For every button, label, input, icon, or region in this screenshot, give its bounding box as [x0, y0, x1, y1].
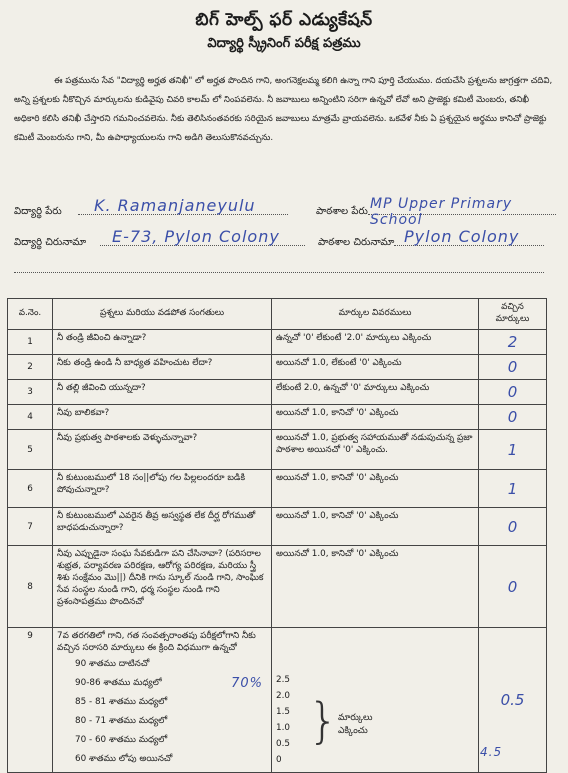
row-score[interactable]: 0	[479, 546, 547, 628]
score-option: 2.0	[276, 691, 290, 701]
page-subtitle: విద్యార్థి స్క్రీనింగ్ పరీక్ష పత్రము	[207, 36, 361, 51]
col-header-number: వ.నెం.	[8, 299, 53, 330]
school-name-label: పాఠశాల పేరు	[316, 206, 368, 217]
row-question: నీకు తండ్రి ఉండి నీ బాధ్యత వహించుట లేదా?	[53, 355, 272, 380]
score-option: 1.0	[276, 723, 290, 733]
table-header-row	[8, 299, 547, 330]
table-row	[8, 546, 547, 628]
row-question: నీ తల్లి జీవించి యున్నదా?	[53, 380, 272, 405]
row-marks-rule: అయినచో 1.0, కానిచో '0' ఎక్కించు	[272, 470, 479, 508]
row-question	[53, 628, 272, 773]
handwritten-percentage: 70%	[231, 676, 263, 691]
range-item: 85 - 81 శాతము మధ్యలో	[75, 697, 168, 707]
score-option: 2.5	[276, 675, 290, 685]
col-header-questions: ప్రశ్నలు మరియు వడపోత సంగతులు	[53, 299, 272, 330]
row-marks-rule: లేకుంటే 2.0, ఉన్నచో '0' మార్కులు ఎక్కించు	[272, 380, 479, 405]
row-marks-rule: అయినచో 1.0, కానిచో '0' ఎక్కించు	[272, 546, 479, 628]
score-option: 0	[276, 755, 282, 765]
row-question: నీవు ఎప్పుడైనా సంఘ సేవకుడిగా పని చేసినావా? (పరిసరాల శుభ్రత, పర్యావరణ పరిరక్షణ, ఆరోగ్య పరిరక్షణ, మరియు స్త్రీ శిశు సంక్షేమం మొ||) దీనికి గాను స్కూల్ నుండి గాని, సాంఘిక సేవ సంస్థల నుండి గాని, ధర్మ సంస్థల నుండి గాని ప్రశంసాపత్రము పొందినచో	[53, 546, 272, 628]
row-number: 4	[8, 405, 53, 430]
range-item: 60 శాతము లోపు అయినచో	[75, 754, 173, 764]
table-row	[8, 330, 547, 355]
table-row	[8, 430, 547, 470]
range-item: 90-86 శాతము మధ్యలో	[75, 678, 162, 688]
total-score: 4.5	[480, 745, 503, 759]
table-row	[8, 380, 547, 405]
row-question: నీవు బాలికవా?	[53, 405, 272, 430]
marks-label: మార్కులు ఎక్కించు	[338, 713, 373, 736]
row-marks-rule: అయినచో 1.0, ప్రభుత్వ సహాయముతో నడుపుచున్న ప్రజా పాఠశాల అయినచో '0' ఎక్కించు.	[272, 430, 479, 470]
school-address-value[interactable]: Pylon Colony	[404, 227, 520, 246]
row-score[interactable]: 1	[479, 430, 547, 470]
table-row	[8, 628, 547, 773]
student-name-value[interactable]: K. Ramanjaneyulu	[94, 196, 256, 215]
score-option: 1.5	[276, 707, 290, 717]
table-row	[8, 355, 547, 380]
score-option: 0.5	[276, 739, 290, 749]
row-marks-rule: ఉన్నచో '0' లేకుంటే '2.0' మార్కులు ఎక్కించు	[272, 330, 479, 355]
row-number: 5	[8, 430, 53, 470]
table-row	[8, 405, 547, 430]
row-score[interactable]: 0	[479, 355, 547, 380]
row-number: 7	[8, 508, 53, 546]
row-question: నీ కుటుంబములో ఎవరైన తీవ్ర అస్వస్థత లేక దీర్ఘ రోగముతో బాధపడుచున్నారా?	[53, 508, 272, 546]
row-score[interactable]: 2	[479, 330, 547, 355]
table-row	[8, 508, 547, 546]
col-header-marks-obtained: వచ్చిన మార్కులు	[479, 299, 547, 330]
brace-icon: }	[308, 693, 339, 749]
range-item: 80 - 71 శాతము మధ్యలో	[75, 716, 168, 726]
school-name-value[interactable]: MP Upper Primary School	[370, 196, 513, 228]
row-number: 9	[8, 628, 53, 773]
student-name-label: విద్యార్థి పేరు	[14, 206, 62, 217]
row-number: 1	[8, 330, 53, 355]
table-row	[8, 470, 547, 508]
student-address-value[interactable]: E-73, Pylon Colony	[112, 227, 280, 246]
instructions-paragraph: ఈ పత్రమును సేవ "విద్యార్థి అర్హత తనిఖీ" లో అర్హత పొందిన గాని, అంగనెక్షలమ్మ కలిగి ఉన్నా గాని పూర్తి చేయుము. దయచేసి ప్రశ్నలను జాగ్రత్తగా చదివి, అన్ని ప్రశ్నలకు నీకొచ్చిన మార్కులను కుడివైపు చివరి కాలమ్ లో నింపవలెను. నీ జవాబులు అన్నింటిని సరిగా ఉన్నవో లేవో అని ప్రాజెక్టు కమిటీ మెంబరు, తనిఖీ అధికారి కలిసి తనిఖీ చేస్తారని గమనించవలెను. నీకు తెలిసినంతవరకు సరియైన జవాబులు మాత్రమే వ్రాయవలెను. ఒకవేళ నీకు ఏ ప్రశ్నయైన అర్థము కానిచో ప్రాజెక్టు కమిటీ మెంబరును గాని, మీ ఉపాధ్యాయులను గాని అడిగి తెలుసుకొనవచ్చును.	[14, 76, 553, 143]
row-marks-rule: అయినచో 1.0, కానిచో '0' ఎక్కించు	[272, 508, 479, 546]
row-number: 8	[8, 546, 53, 628]
row-score[interactable]: 0	[479, 405, 547, 430]
range-item: 90 శాతము దాటినచో	[75, 659, 150, 669]
school-address-label: పాఠశాల చిరునామా	[318, 237, 395, 248]
col-header-marks-details: మార్కుల వివరములు	[272, 299, 479, 330]
student-address-label: విద్యార్థి చిరునామా	[14, 237, 87, 248]
row-score[interactable]: 1	[479, 470, 547, 508]
row-marks-rule: అయినచో 1.0, కానిచో '0' ఎక్కించు	[272, 405, 479, 430]
row-score[interactable]: 0.5	[479, 628, 547, 773]
row-number: 2	[8, 355, 53, 380]
screening-table	[7, 298, 547, 773]
row-number: 3	[8, 380, 53, 405]
row-marks-rule: అయినచో 1.0, లేకుంటే '0' ఎక్కించు	[272, 355, 479, 380]
row-question: నీవు ప్రభుత్వ పాఠశాలకు వెళ్ళుచున్నావా?	[53, 430, 272, 470]
row-question: నీ కుటుంబములో 18 సం||లోపు గల పిల్లలందరూ బడికి పోవుచున్నారా?	[53, 470, 272, 508]
row-number: 6	[8, 470, 53, 508]
row-question: నీ తండ్రి జీవించి ఉన్నాడా?	[53, 330, 272, 355]
page-title: బిగ్ హెల్ప్ ఫర్ ఎడ్యుకేషన్	[195, 10, 373, 30]
row-score[interactable]: 0	[479, 508, 547, 546]
row-question-text: 7వ తరగతిలో గాని, గత సంవత్సరాంతపు పరీక్షలోగాని నీకు వచ్చిన సరాసరి మార్కులు ఈ క్రింది విధముగా ఉన్నచో	[57, 631, 256, 653]
row-score[interactable]: 0	[479, 380, 547, 405]
row-marks-rule	[272, 628, 479, 773]
range-item: 70 - 60 శాతము మధ్యలో	[75, 735, 168, 745]
